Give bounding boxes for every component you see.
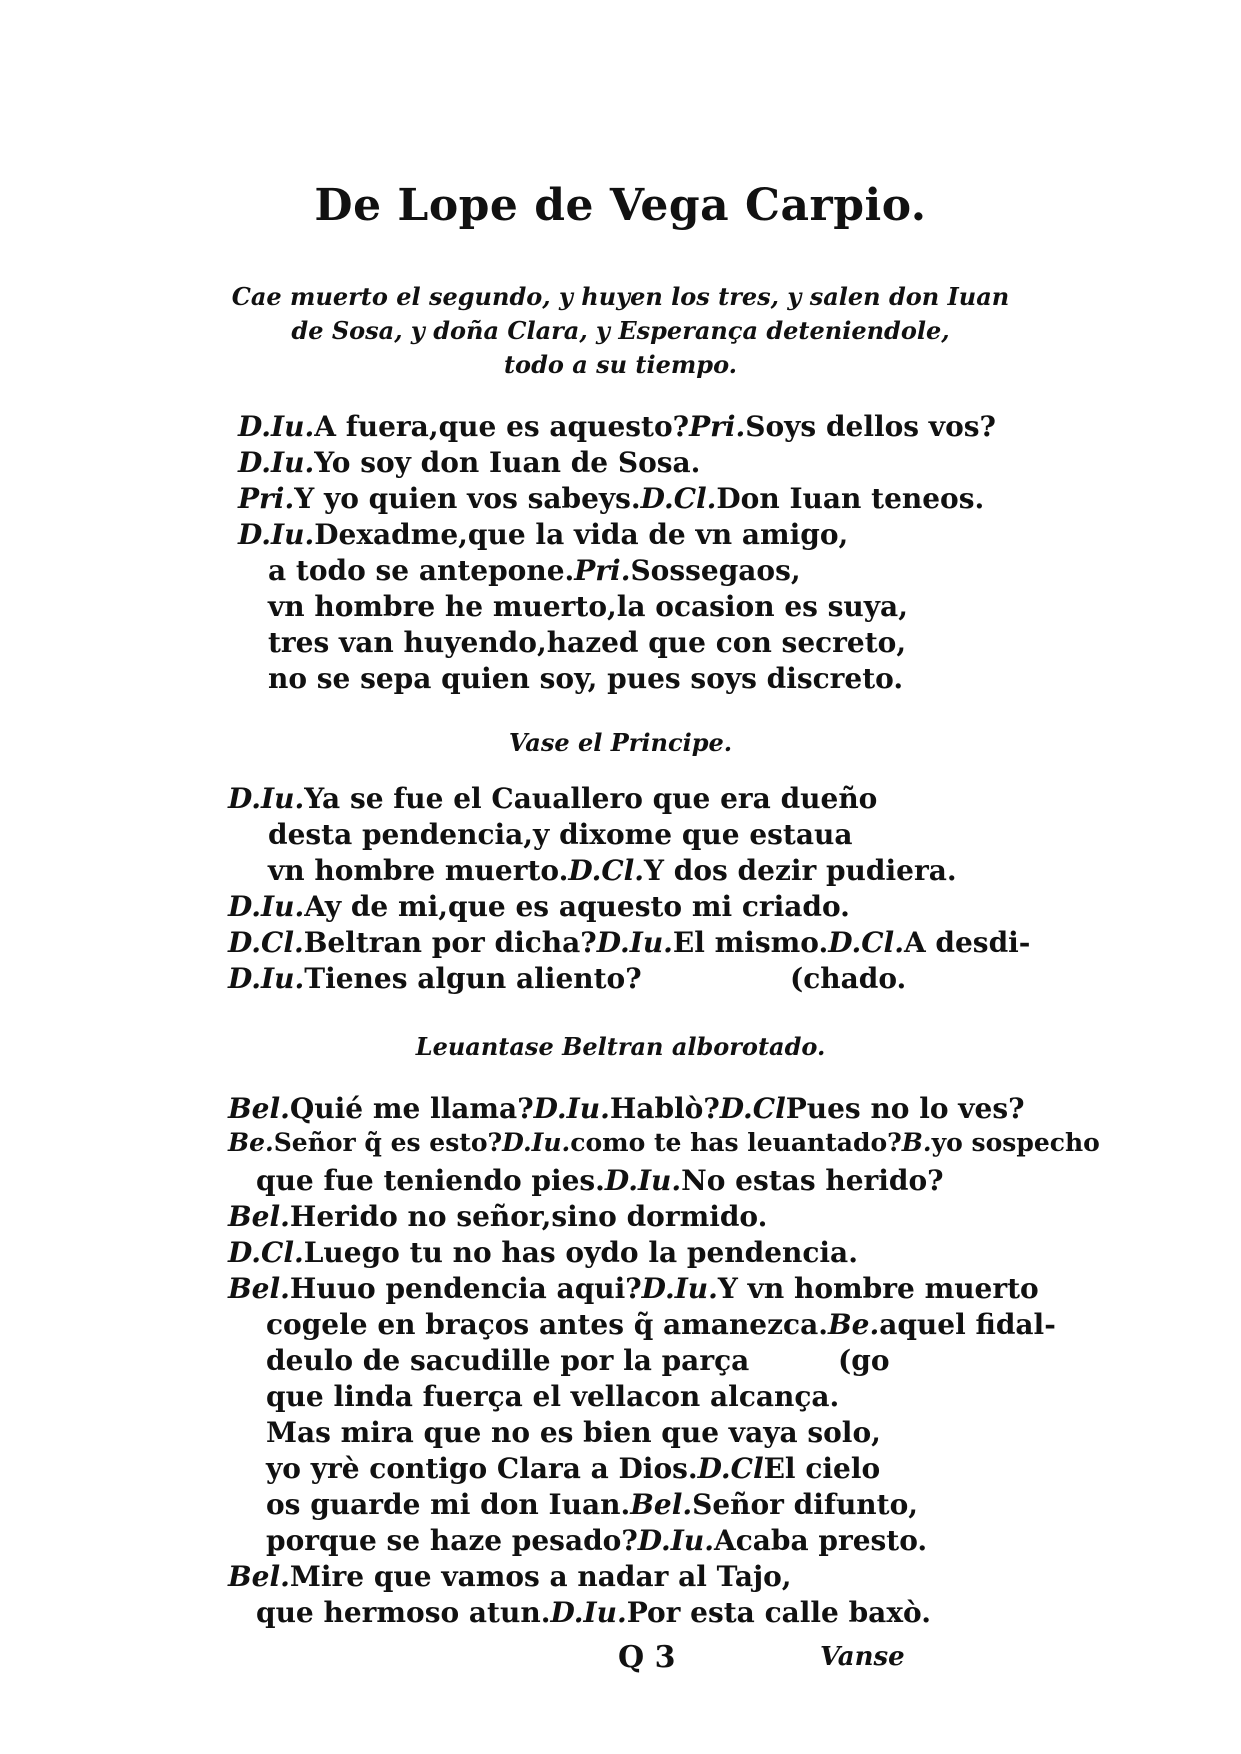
running-header: De Lope de Vega Carpio. [314, 180, 927, 231]
verse-text: Acaba presto. [714, 1524, 928, 1557]
speaker: D.Iu. [604, 1164, 682, 1197]
speaker: Bel. [630, 1488, 693, 1521]
verse-text: Señor q̃ es esto? [273, 1128, 503, 1157]
stage-direction-3: Leuantase Beltran alborotado. [415, 1032, 826, 1061]
verse-text: No estas herido? [681, 1164, 944, 1197]
verse-text: os guarde mi don Iuan. [266, 1488, 631, 1521]
verse-line [266, 1524, 927, 1557]
verse-text: Don Iuan teneos. [716, 482, 985, 515]
speaker: Bel. [228, 1272, 290, 1305]
speaker: Pri. [238, 482, 295, 515]
verse-text: Mas mira que no es bien que vaya solo, [266, 1416, 881, 1449]
verse-text: porque se haze pesado? [266, 1524, 638, 1557]
verse-text: Y yo quien vos sabeys. [294, 482, 641, 515]
verse-text: Sossegaos, [630, 554, 801, 587]
catchword: Vanse [820, 1642, 905, 1672]
verse-text: no se sepa quien soy, pues soys discreto. [268, 662, 904, 695]
verse-text: Y vn hombre muerto [717, 1272, 1039, 1305]
verse-line [228, 962, 642, 995]
speaker: D.Cl. [828, 926, 904, 959]
verse-text: Pues no lo ves? [785, 1092, 1025, 1125]
verse-text: Señor difunto, [692, 1488, 919, 1521]
stage-direction-1-line-2: de Sosa, y doña Clara, y Esperança deteniendole, [291, 316, 950, 345]
speaker: D.Iu. [228, 890, 305, 923]
speaker: D.Cl. [640, 482, 717, 515]
verse-line [256, 1164, 944, 1197]
verse-line [266, 1308, 1056, 1341]
verse-line [228, 1092, 1025, 1125]
verse-text: que hermoso atun. [256, 1596, 551, 1629]
speaker: Bel. [228, 1560, 290, 1593]
verse-text: Huuo pendencia aqui? [289, 1272, 642, 1305]
signature-mark: Q 3 [618, 1640, 676, 1675]
verse-line [228, 1200, 767, 1233]
stage-direction-1-line-1: Cae muerto el segundo, y huyen los tres, y salen don Iuan [231, 282, 1010, 311]
verse-text: que fue teniendo pies. [256, 1164, 605, 1197]
speaker: D.Iu. [238, 518, 315, 551]
verse-text: a todo se antepone. [268, 554, 575, 587]
verse-line [228, 1128, 1100, 1157]
verse-text: A fuera,que es aquesto? [314, 410, 690, 443]
verse-text: Hablò? [609, 1092, 720, 1125]
speaker: D.Iu. [533, 1092, 610, 1125]
verse-text: Mire que vamos a nadar al Tajo, [289, 1560, 792, 1593]
stage-direction-1-line-3: todo a su tiempo. [503, 350, 738, 379]
speaker: D.Cl. [228, 926, 304, 959]
speaker: D.Cl [719, 1092, 786, 1125]
stage-direction-2: Vase el Principe. [508, 728, 733, 757]
verse-text: Soys dellos vos? [745, 410, 996, 443]
speaker: Pri. [689, 410, 746, 443]
verse-text: Quié me llama? [289, 1092, 534, 1125]
verse-line [268, 818, 853, 851]
speaker: D.Iu. [596, 926, 673, 959]
speaker: Bel. [228, 1092, 290, 1125]
speaker: D.Iu. [502, 1128, 571, 1157]
verse-text: Beltran por dicha? [303, 926, 597, 959]
speaker: D.Cl. [568, 854, 645, 887]
verse-text: que linda fuerça el vellacon alcança. [266, 1380, 840, 1413]
speaker: D.Iu. [238, 446, 315, 479]
speaker: Be. [228, 1128, 274, 1157]
verse-line [238, 446, 700, 479]
verse-text: yo yrè contigo Clara a Dios. [266, 1452, 698, 1485]
verse-text: yo sospecho [931, 1128, 1100, 1157]
speaker: Be. [827, 1308, 880, 1341]
speaker: Bel. [228, 1200, 290, 1233]
verse-text: A desdi- [903, 926, 1031, 959]
verse-line [228, 1236, 858, 1269]
verse-text: vn hombre he muerto,la ocasion es suya, [268, 590, 908, 623]
verse-line [228, 1272, 1039, 1305]
verse-line [266, 1488, 918, 1521]
verse-text: Ya se fue el Cauallero que era dueño [304, 782, 878, 815]
turnover-word: (go [838, 1344, 890, 1377]
turnover-word: (chado. [790, 962, 907, 995]
verse-text: Por esta calle baxò. [626, 1596, 931, 1629]
verse-line [256, 1596, 931, 1629]
verse-line [228, 782, 877, 815]
speaker: D.Iu. [238, 410, 315, 443]
speaker: D.Iu. [641, 1272, 718, 1305]
speaker: D.Cl [697, 1452, 764, 1485]
verse-line [228, 1560, 792, 1593]
speaker: Pri. [574, 554, 631, 587]
verse-line [238, 482, 984, 515]
verse-text: El mismo. [672, 926, 829, 959]
verse-text: Yo soy don Iuan de Sosa. [314, 446, 701, 479]
verse-line [228, 926, 1030, 959]
verse-text: desta pendencia,y dixome que estaua [268, 818, 853, 851]
verse-text: Herido no señor,sino dormido. [289, 1200, 768, 1233]
verse-text: Y dos dezir pudiera. [644, 854, 957, 887]
verse-line [268, 854, 957, 887]
speaker: D.Iu. [228, 782, 305, 815]
verse-text: El cielo [763, 1452, 881, 1485]
verse-text: deulo de sacudille por la parça [266, 1344, 750, 1377]
speaker: D.Iu. [550, 1596, 627, 1629]
speaker: B. [901, 1128, 932, 1157]
verse-line [228, 890, 850, 923]
verse-line [268, 590, 908, 623]
verse-line [268, 626, 906, 659]
verse-text: Ay de mi,que es aquesto mi criado. [304, 890, 850, 923]
verse-line [268, 554, 801, 587]
verse-line [266, 1452, 880, 1485]
speaker: D.Iu. [637, 1524, 714, 1557]
verse-line [266, 1344, 749, 1377]
verse-line [266, 1380, 839, 1413]
speaker: D.Iu. [228, 962, 305, 995]
verse-text: tres van huyendo,hazed que con secreto, [268, 626, 907, 659]
verse-line [238, 410, 996, 443]
verse-text: vn hombre muerto. [268, 854, 569, 887]
verse-text: cogele en braços antes q̃ amanezca. [266, 1308, 828, 1341]
verse-text: aquel fidal- [879, 1308, 1056, 1341]
verse-line [238, 518, 848, 551]
verse-line [268, 662, 903, 695]
verse-text: Dexadme,que la vida de vn amigo, [314, 518, 849, 551]
verse-text: Tienes algun aliento? [304, 962, 642, 995]
speaker: D.Cl. [228, 1236, 304, 1269]
verse-text: como te has leuantado? [570, 1128, 902, 1157]
verse-line [266, 1416, 881, 1449]
verse-text: Luego tu no has oydo la pendencia. [303, 1236, 858, 1269]
